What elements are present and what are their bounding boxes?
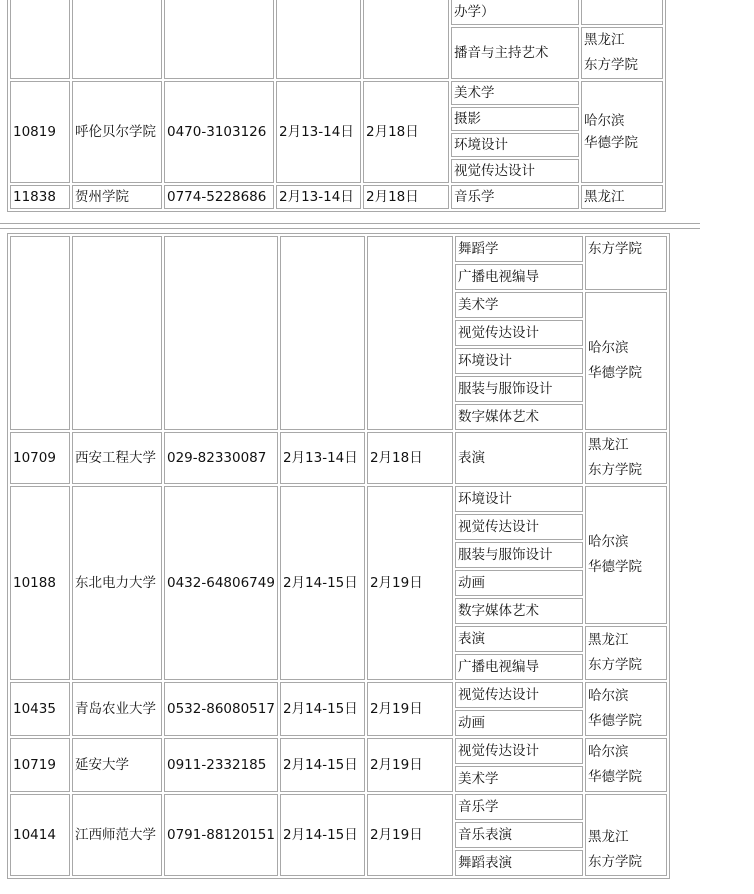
major-cell: 视觉传达设计 — [455, 514, 583, 540]
site-cell: 哈尔滨 华德学院 — [581, 81, 663, 183]
result-date-cell: 2月19日 — [367, 682, 453, 736]
test-date-cell: 2月13-14日 — [280, 432, 365, 484]
major-cell: 播音与主持艺术 — [451, 27, 579, 79]
phone-cell — [164, 236, 278, 430]
school-cell: 东北电力大学 — [72, 486, 162, 680]
result-date-cell — [363, 0, 449, 79]
code-cell: 10435 — [10, 682, 70, 736]
major-cell: 办学） — [451, 0, 579, 25]
phone-cell: 0532-86080517 — [164, 682, 278, 736]
site-cell: 黑龙江 东方学院 — [581, 27, 663, 79]
test-date-cell — [280, 236, 365, 430]
school-cell: 延安大学 — [72, 738, 162, 792]
table-row — [10, 432, 667, 484]
school-cell: 青岛农业大学 — [72, 682, 162, 736]
table-fragment-bottom — [7, 233, 670, 879]
result-date-cell: 2月19日 — [367, 738, 453, 792]
phone-cell — [164, 0, 274, 79]
table-row — [10, 0, 663, 25]
site-cell: 黑龙江 东方学院 — [585, 794, 667, 876]
table-row — [10, 185, 663, 209]
site-cell: 哈尔滨 华德学院 — [585, 682, 667, 736]
phone-cell: 0470-3103126 — [164, 81, 274, 183]
code-cell: 10188 — [10, 486, 70, 680]
phone-cell: 0911-2332185 — [164, 738, 278, 792]
school-cell — [72, 0, 162, 79]
major-cell: 环境设计 — [455, 348, 583, 374]
major-cell: 动画 — [455, 570, 583, 596]
code-cell: 11838 — [10, 185, 70, 209]
major-cell: 数字媒体艺术 — [455, 404, 583, 430]
site-cell: 黑龙江 东方学院 — [585, 626, 667, 680]
result-date-cell: 2月19日 — [367, 794, 453, 876]
phone-cell: 0432-64806749 — [164, 486, 278, 680]
result-date-cell: 2月18日 — [367, 432, 453, 484]
major-cell: 服装与服饰设计 — [455, 376, 583, 402]
phone-cell: 0774-5228686 — [164, 185, 274, 209]
table-row — [10, 486, 667, 512]
major-cell: 舞蹈学 — [455, 236, 583, 262]
major-cell: 数字媒体艺术 — [455, 598, 583, 624]
major-cell: 舞蹈表演 — [455, 850, 583, 876]
school-cell: 贺州学院 — [72, 185, 162, 209]
major-cell: 美术学 — [455, 766, 583, 792]
test-date-cell — [276, 0, 361, 79]
major-cell: 环境设计 — [455, 486, 583, 512]
major-cell: 广播电视编导 — [455, 654, 583, 680]
site-cell: 哈尔滨 华德学院 — [585, 738, 667, 792]
major-cell: 视觉传达设计 — [455, 320, 583, 346]
major-cell: 环境设计 — [451, 133, 579, 157]
result-date-cell — [367, 236, 453, 430]
major-cell: 摄影 — [451, 107, 579, 131]
admissions-table-bottom — [7, 233, 670, 879]
major-cell: 视觉传达设计 — [451, 159, 579, 183]
code-cell — [10, 236, 70, 430]
major-cell: 广播电视编导 — [455, 264, 583, 290]
site-cell: 东方学院 — [585, 236, 667, 290]
major-cell: 音乐学 — [451, 185, 579, 209]
result-date-cell: 2月18日 — [363, 185, 449, 209]
result-date-cell: 2月18日 — [363, 81, 449, 183]
test-date-cell: 2月14-15日 — [280, 486, 365, 680]
site-cell: 黑龙江 东方学院 — [585, 432, 667, 484]
result-date-cell: 2月19日 — [367, 486, 453, 680]
school-cell: 西安工程大学 — [72, 432, 162, 484]
test-date-cell: 2月13-14日 — [276, 81, 361, 183]
table-row — [10, 682, 667, 708]
table-row — [10, 794, 667, 820]
school-cell: 江西师范大学 — [72, 794, 162, 876]
table-row — [10, 236, 667, 262]
school-cell: 呼伦贝尔学院 — [72, 81, 162, 183]
test-date-cell: 2月14-15日 — [280, 794, 365, 876]
admissions-table-top — [7, 0, 666, 212]
major-cell: 音乐学 — [455, 794, 583, 820]
major-cell: 美术学 — [455, 292, 583, 318]
major-cell: 美术学 — [451, 81, 579, 105]
phone-cell: 0791-88120151 — [164, 794, 278, 876]
major-cell: 视觉传达设计 — [455, 682, 583, 708]
major-cell: 动画 — [455, 710, 583, 736]
code-cell — [10, 0, 70, 79]
major-cell: 视觉传达设计 — [455, 738, 583, 764]
site-cell: 哈尔滨 华德学院 — [585, 486, 667, 624]
code-cell: 10414 — [10, 794, 70, 876]
table-row — [10, 738, 667, 764]
site-cell — [581, 0, 663, 25]
test-date-cell: 2月13-14日 — [276, 185, 361, 209]
code-cell: 10709 — [10, 432, 70, 484]
major-cell: 服装与服饰设计 — [455, 542, 583, 568]
code-cell: 10819 — [10, 81, 70, 183]
test-date-cell: 2月14-15日 — [280, 682, 365, 736]
site-cell: 黑龙江 — [581, 185, 663, 209]
major-cell: 表演 — [455, 432, 583, 484]
school-cell — [72, 236, 162, 430]
table-row — [10, 81, 663, 105]
code-cell: 10719 — [10, 738, 70, 792]
site-cell: 哈尔滨 华德学院 — [585, 292, 667, 430]
table-fragment-top — [7, 0, 666, 212]
test-date-cell: 2月14-15日 — [280, 738, 365, 792]
major-cell: 音乐表演 — [455, 822, 583, 848]
phone-cell: 029-82330087 — [164, 432, 278, 484]
major-cell: 表演 — [455, 626, 583, 652]
